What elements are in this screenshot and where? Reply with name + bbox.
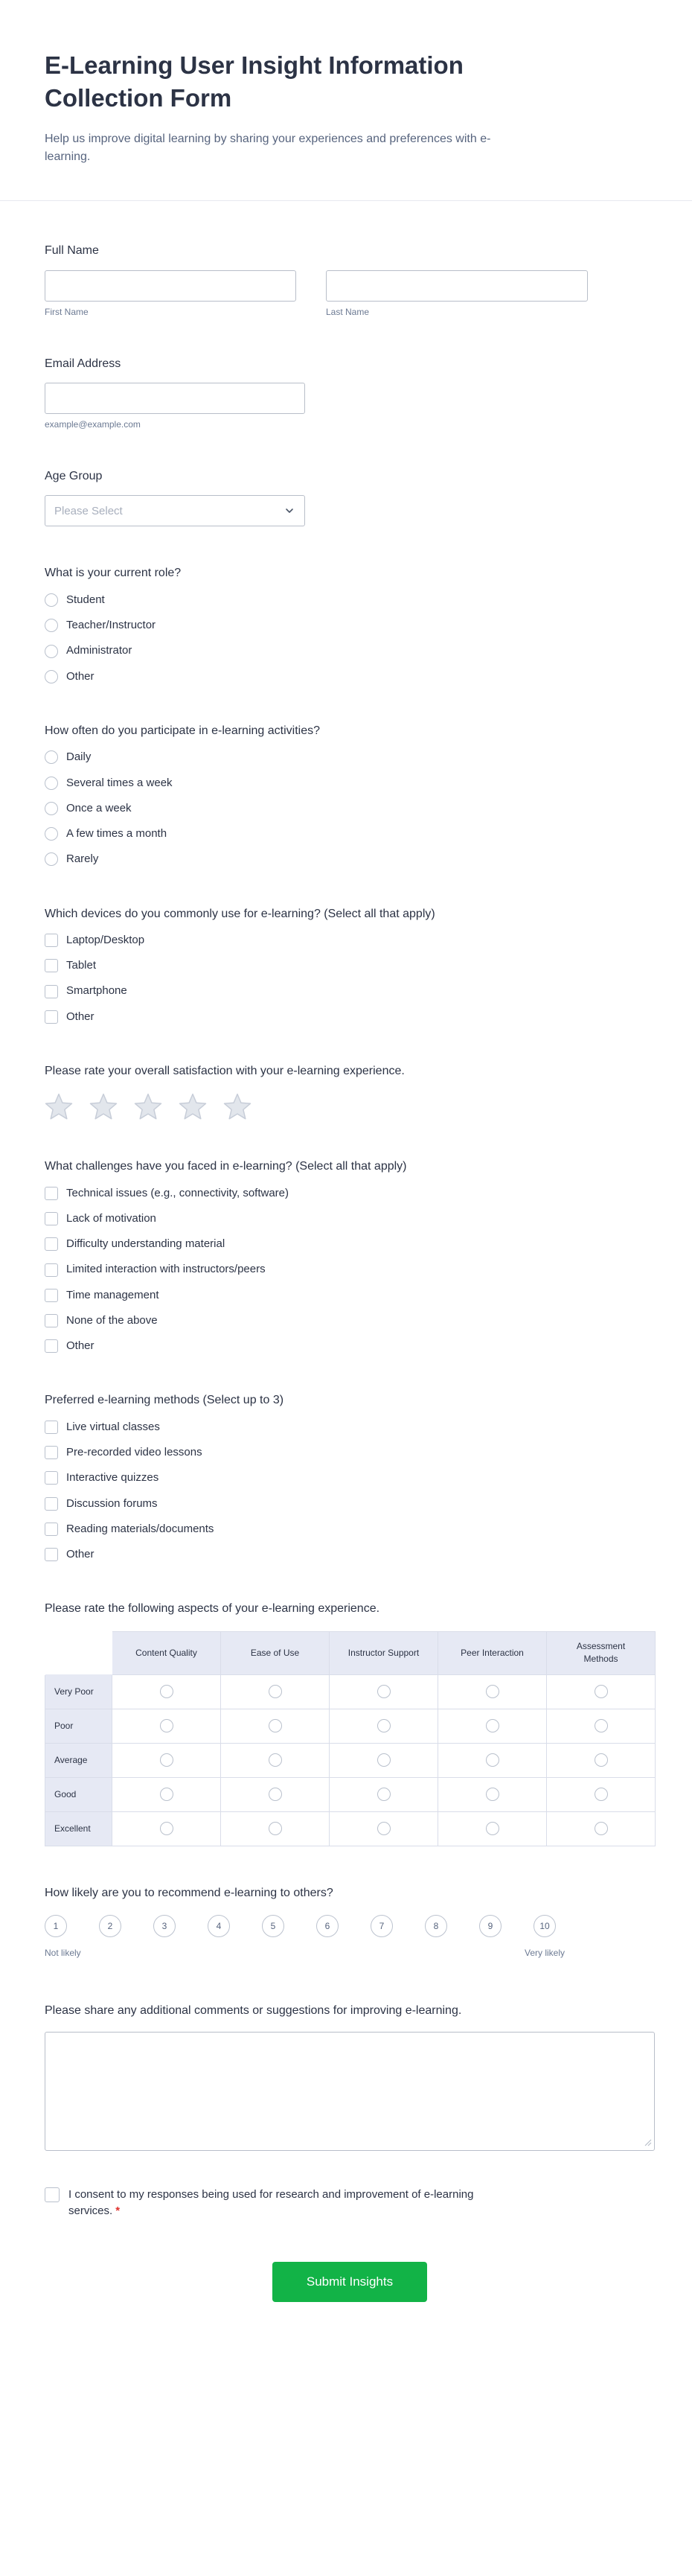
star-icon[interactable]	[179, 1093, 207, 1120]
matrix-col-header: Peer Interaction	[438, 1631, 547, 1674]
option-label: Other	[66, 1010, 94, 1023]
required-asterisk: *	[115, 2204, 121, 2217]
matrix-radio[interactable]	[269, 1685, 282, 1698]
consent-checkbox[interactable]	[45, 2187, 60, 2202]
matrix-radio[interactable]	[595, 1788, 608, 1801]
option-label: Limited interaction with instructors/peers	[66, 1263, 266, 1276]
radio-icon[interactable]	[45, 777, 58, 790]
checkbox-icon[interactable]	[45, 1497, 58, 1511]
matrix-radio[interactable]	[269, 1788, 282, 1801]
option-label: Student	[66, 593, 105, 606]
chevron-down-icon	[283, 505, 295, 517]
matrix-corner	[45, 1631, 112, 1674]
option-label: Other	[66, 1339, 94, 1353]
checkbox-icon[interactable]	[45, 1314, 58, 1327]
frequency-options	[45, 750, 655, 867]
age-group-placeholder: Please Select	[54, 504, 123, 517]
checkbox-icon[interactable]	[45, 1237, 58, 1251]
matrix-col-header: Ease of Use	[221, 1631, 330, 1674]
checkbox-icon[interactable]	[45, 934, 58, 947]
matrix-cell[interactable]	[112, 1777, 221, 1811]
recommend-label: How likely are you to recommend e-learning to others?	[45, 1886, 333, 1899]
last-name-input[interactable]	[326, 270, 588, 302]
matrix-radio[interactable]	[486, 1719, 499, 1732]
matrix-cell[interactable]	[438, 1811, 547, 1846]
matrix-cell[interactable]	[330, 1743, 438, 1777]
checkbox-option-forums[interactable]	[45, 1496, 655, 1511]
option-label: Interactive quizzes	[66, 1471, 159, 1485]
matrix-cell[interactable]	[221, 1743, 330, 1777]
checkbox-option-tablet[interactable]	[45, 958, 655, 973]
scale-option-8[interactable]: 8	[425, 1915, 447, 1937]
scale-option-6[interactable]: 6	[316, 1915, 339, 1937]
matrix-cell[interactable]	[438, 1777, 547, 1811]
matrix-radio[interactable]	[595, 1753, 608, 1767]
nps-scale	[45, 1915, 655, 1964]
matrix-cell[interactable]	[112, 1743, 221, 1777]
last-name-col	[326, 270, 588, 317]
matrix-row-label: Average	[45, 1743, 112, 1777]
question-challenges	[45, 1158, 655, 1354]
comments-textarea-wrap	[45, 2032, 655, 2151]
star-rating	[45, 1093, 655, 1120]
comments-textarea[interactable]	[45, 2032, 655, 2151]
form-header	[0, 49, 692, 166]
question-full-name	[45, 243, 655, 316]
radio-option-several-times-week[interactable]	[45, 776, 655, 791]
question-role	[45, 565, 655, 683]
option-label: Lack of motivation	[66, 1211, 156, 1225]
first-name-sublabel: First Name	[45, 306, 89, 317]
email-sublabel: example@example.com	[45, 419, 141, 430]
matrix-radio[interactable]	[160, 1685, 173, 1698]
radio-icon[interactable]	[45, 852, 58, 866]
matrix-radio[interactable]	[269, 1753, 282, 1767]
checkbox-option-other-method[interactable]	[45, 1547, 655, 1562]
matrix-row-very-poor	[45, 1674, 656, 1709]
radio-icon[interactable]	[45, 670, 58, 683]
question-frequency	[45, 723, 655, 867]
matrix-row-label: Poor	[45, 1709, 112, 1743]
checkbox-option-lack-motivation[interactable]	[45, 1211, 655, 1226]
matrix-radio[interactable]	[377, 1788, 391, 1801]
role-options	[45, 593, 655, 684]
checkbox-option-quizzes[interactable]	[45, 1470, 655, 1485]
option-label: Difficulty understanding material	[66, 1237, 225, 1251]
option-label: Daily	[66, 750, 92, 764]
star-icon[interactable]	[223, 1093, 252, 1120]
scale-option-3[interactable]: 3	[153, 1915, 176, 1937]
matrix-label: Please rate the following aspects of your e-learning experience.	[45, 1602, 380, 1616]
matrix-cell[interactable]	[547, 1709, 656, 1743]
name-row	[45, 270, 655, 317]
option-label: Time management	[66, 1288, 159, 1301]
checkbox-option-technical-issues[interactable]	[45, 1186, 655, 1201]
question-comments	[45, 2003, 655, 2150]
checkbox-icon[interactable]	[45, 1548, 58, 1561]
submit-row	[45, 2262, 655, 2302]
matrix-row-good	[45, 1777, 656, 1811]
satisfaction-label: Please rate your overall satisfaction with your e-learning experience.	[45, 1064, 405, 1077]
radio-icon[interactable]	[45, 645, 58, 658]
checkbox-icon[interactable]	[45, 1010, 58, 1024]
option-label: Teacher/Instructor	[66, 619, 156, 632]
checkbox-option-smartphone[interactable]	[45, 983, 655, 998]
checkbox-icon[interactable]	[45, 1289, 58, 1302]
checkbox-option-live-virtual[interactable]	[45, 1420, 655, 1435]
matrix-row-label: Excellent	[45, 1811, 112, 1846]
matrix-cell[interactable]	[330, 1811, 438, 1846]
matrix-row-poor	[45, 1709, 656, 1743]
challenges-options	[45, 1186, 655, 1354]
first-name-input[interactable]	[45, 270, 296, 302]
matrix-radio[interactable]	[486, 1753, 499, 1767]
checkbox-icon[interactable]	[45, 1471, 58, 1485]
matrix-cell[interactable]	[330, 1709, 438, 1743]
matrix-cell[interactable]	[547, 1674, 656, 1709]
rating-matrix	[45, 1631, 656, 1846]
option-label: Rarely	[66, 852, 99, 866]
question-satisfaction	[45, 1063, 655, 1120]
checkbox-icon[interactable]	[45, 1421, 58, 1434]
email-label: Email Address	[45, 357, 121, 370]
question-email	[45, 356, 655, 430]
email-wrap	[45, 383, 305, 430]
matrix-radio[interactable]	[486, 1822, 499, 1835]
role-label: What is your current role?	[45, 567, 182, 580]
option-label: Live virtual classes	[66, 1420, 160, 1433]
matrix-radio[interactable]	[377, 1822, 391, 1835]
radio-icon[interactable]	[45, 827, 58, 841]
radio-icon[interactable]	[45, 619, 58, 632]
scale-option-9[interactable]: 9	[479, 1915, 502, 1937]
matrix-radio[interactable]	[595, 1822, 608, 1835]
matrix-cell[interactable]	[547, 1777, 656, 1811]
devices-label: Which devices do you commonly use for e-learning? (Select all that apply)	[45, 907, 435, 920]
methods-label: Preferred e-learning methods (Select up to 3)	[45, 1394, 284, 1407]
option-label: Other	[66, 1548, 94, 1561]
radio-icon[interactable]	[45, 593, 58, 607]
question-methods	[45, 1392, 655, 1562]
page-title: E-Learning User Insight Information Collection Form	[45, 51, 464, 112]
challenges-label: What challenges have you faced in e-learning? (Select all that apply)	[45, 1160, 407, 1173]
methods-options	[45, 1420, 655, 1563]
age-group-select[interactable]	[45, 495, 305, 526]
option-label: Technical issues (e.g., connectivity, software)	[66, 1186, 289, 1199]
consent-row[interactable]	[45, 2187, 655, 2220]
matrix-cell[interactable]	[221, 1709, 330, 1743]
matrix-row-label: Good	[45, 1777, 112, 1811]
matrix-cell[interactable]	[112, 1811, 221, 1846]
matrix-cell[interactable]	[330, 1674, 438, 1709]
option-label: Pre-recorded video lessons	[66, 1446, 202, 1459]
checkbox-icon[interactable]	[45, 1446, 58, 1459]
matrix-row-label: Very Poor	[45, 1674, 112, 1709]
scale-option-1[interactable]: 1	[45, 1915, 67, 1937]
matrix-cell[interactable]	[547, 1811, 656, 1846]
question-recommend	[45, 1885, 655, 1964]
devices-options	[45, 933, 655, 1024]
scale-max-label: Very likely	[524, 1948, 566, 1959]
matrix-radio[interactable]	[377, 1719, 391, 1732]
star-icon[interactable]	[45, 1093, 73, 1120]
checkbox-icon[interactable]	[45, 1523, 58, 1536]
full-name-label: Full Name	[45, 244, 99, 258]
matrix-cell[interactable]	[438, 1674, 547, 1709]
matrix-radio[interactable]	[486, 1788, 499, 1801]
matrix-col-header: Content Quality	[112, 1631, 221, 1674]
matrix-radio[interactable]	[160, 1719, 173, 1732]
question-age-group	[45, 468, 655, 526]
matrix-row-excellent	[45, 1811, 656, 1846]
option-label: Laptop/Desktop	[66, 933, 145, 946]
option-label: Administrator	[66, 644, 132, 657]
matrix-cell[interactable]	[438, 1743, 547, 1777]
checkbox-option-time-management[interactable]	[45, 1288, 655, 1303]
scale-min-label: Not likely	[45, 1948, 81, 1959]
matrix-radio[interactable]	[160, 1753, 173, 1767]
matrix-cell[interactable]	[221, 1777, 330, 1811]
matrix-radio[interactable]	[595, 1685, 608, 1698]
consent-label	[68, 2187, 485, 2220]
matrix-cell[interactable]	[438, 1709, 547, 1743]
star-icon[interactable]	[134, 1093, 162, 1120]
option-label: A few times a month	[66, 827, 167, 841]
checkbox-option-limited-interaction[interactable]	[45, 1262, 655, 1277]
checkbox-option-laptop[interactable]	[45, 933, 655, 948]
comments-label: Please share any additional comments or suggestions for improving e-learning.	[45, 2004, 462, 2018]
header-divider	[0, 200, 692, 201]
scale-option-4[interactable]: 4	[208, 1915, 230, 1937]
radio-icon[interactable]	[45, 750, 58, 764]
matrix-radio[interactable]	[160, 1822, 173, 1835]
matrix-header-row	[45, 1631, 656, 1674]
radio-option-few-times-month[interactable]	[45, 826, 655, 841]
checkbox-icon[interactable]	[45, 985, 58, 998]
checkbox-option-other-challenge[interactable]	[45, 1339, 655, 1354]
checkbox-icon[interactable]	[45, 1212, 58, 1225]
radio-option-teacher[interactable]	[45, 618, 655, 633]
checkbox-option-reading-materials[interactable]	[45, 1522, 655, 1537]
star-icon[interactable]	[89, 1093, 118, 1120]
first-name-col	[45, 270, 296, 317]
option-label: Tablet	[66, 959, 97, 972]
submit-button[interactable]: Submit Insights	[272, 2262, 427, 2302]
matrix-radio[interactable]	[160, 1788, 173, 1801]
option-label: Several times a week	[66, 776, 173, 789]
option-label: Reading materials/documents	[66, 1522, 214, 1535]
form-body	[0, 243, 692, 2301]
matrix-cell[interactable]	[221, 1674, 330, 1709]
radio-option-other[interactable]	[45, 669, 655, 684]
matrix-row-average	[45, 1743, 656, 1777]
matrix-cell[interactable]	[330, 1777, 438, 1811]
matrix-cell[interactable]	[547, 1743, 656, 1777]
matrix-cell[interactable]	[221, 1811, 330, 1846]
option-label: Discussion forums	[66, 1496, 158, 1510]
radio-icon[interactable]	[45, 802, 58, 815]
scale-option-2[interactable]: 2	[99, 1915, 121, 1937]
matrix-col-header: Assessment Methods	[547, 1631, 656, 1674]
checkbox-icon[interactable]	[45, 1187, 58, 1200]
option-label: None of the above	[66, 1313, 158, 1327]
scale-option-5[interactable]: 5	[262, 1915, 284, 1937]
radio-option-student[interactable]	[45, 593, 655, 608]
radio-option-once-week[interactable]	[45, 801, 655, 816]
scale-option-7[interactable]: 7	[371, 1915, 393, 1937]
age-group-label: Age Group	[45, 470, 103, 483]
resize-handle-icon[interactable]	[644, 2139, 652, 2146]
matrix-radio[interactable]	[486, 1685, 499, 1698]
matrix-radio[interactable]	[269, 1719, 282, 1732]
matrix-radio[interactable]	[595, 1719, 608, 1732]
matrix-radio[interactable]	[377, 1685, 391, 1698]
matrix-radio[interactable]	[377, 1753, 391, 1767]
option-label: Once a week	[66, 801, 132, 814]
checkbox-option-difficulty-understanding[interactable]	[45, 1237, 655, 1252]
page-subtitle: Help us improve digital learning by sharing your experiences and preferences with e-learning.	[45, 133, 491, 164]
frequency-label: How often do you participate in e-learning activities?	[45, 724, 320, 737]
consent-text: I consent to my responses being used for research and improvement of e-learning services.	[68, 2187, 474, 2217]
checkbox-icon[interactable]	[45, 959, 58, 972]
radio-option-rarely[interactable]	[45, 852, 655, 867]
matrix-radio[interactable]	[269, 1822, 282, 1835]
radio-option-administrator[interactable]	[45, 643, 655, 658]
scale-option-10[interactable]: 10	[534, 1915, 556, 1937]
question-matrix	[45, 1601, 655, 1846]
matrix-col-header: Instructor Support	[330, 1631, 438, 1674]
checkbox-option-none-above[interactable]	[45, 1313, 655, 1328]
option-label: Other	[66, 669, 94, 683]
last-name-sublabel: Last Name	[326, 306, 370, 317]
matrix-cell[interactable]	[112, 1674, 221, 1709]
email-input[interactable]	[45, 383, 305, 414]
matrix-cell[interactable]	[112, 1709, 221, 1743]
question-devices	[45, 906, 655, 1024]
checkbox-option-other-device[interactable]	[45, 1010, 655, 1024]
checkbox-icon[interactable]	[45, 1263, 58, 1277]
checkbox-icon[interactable]	[45, 1339, 58, 1353]
option-label: Smartphone	[66, 984, 127, 998]
radio-option-daily[interactable]	[45, 750, 655, 765]
checkbox-option-prerecorded[interactable]	[45, 1445, 655, 1460]
